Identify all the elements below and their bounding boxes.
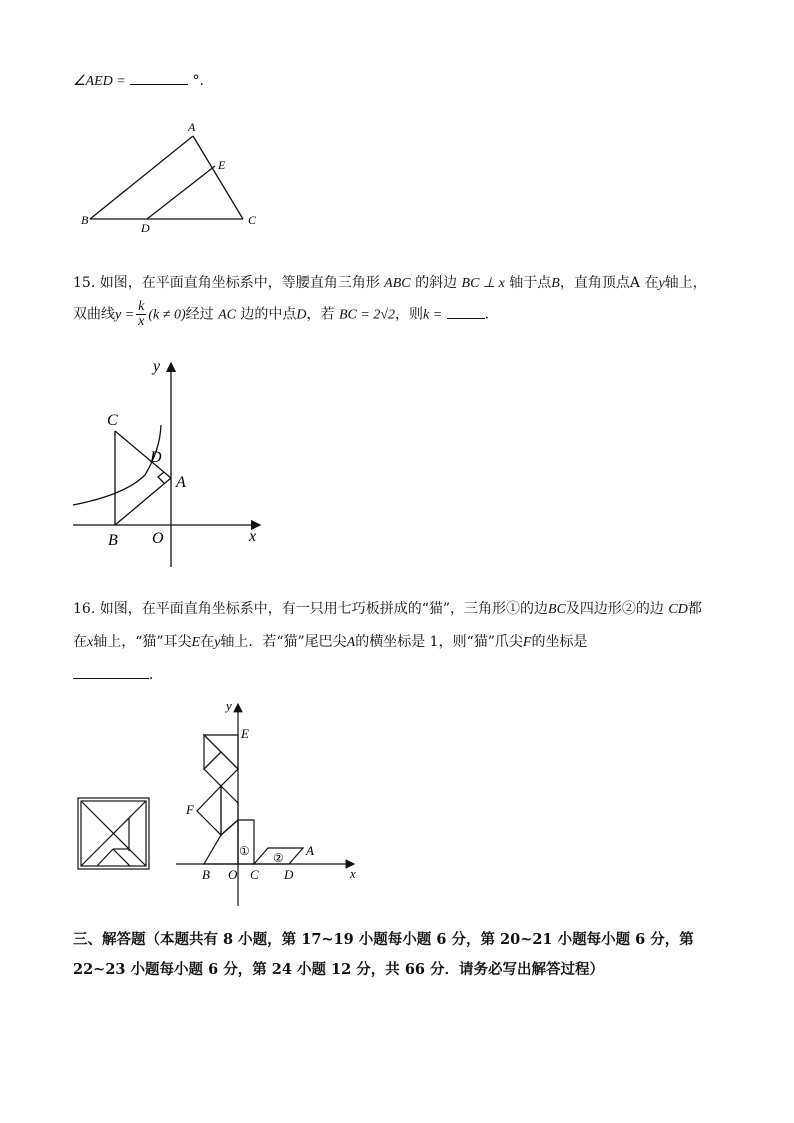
q16-text-1a: 16. 如图，在平面直角坐标系中，有一只用七巧板拼成的“猫”，三角形①的边 (73, 601, 549, 617)
q15-text-1d: ，直角顶点 (559, 275, 630, 291)
q15-k-eq: k = (423, 307, 443, 323)
q15-axis-y: y (658, 276, 665, 291)
q15-bc-perp: BC ⊥ x (461, 276, 505, 291)
section3-line2: 22~23 小题每小题 6 分，第 24 小题 12 分，共 66 分．请务必写出解答过程） (73, 961, 605, 978)
q16-bc: BC (548, 602, 566, 617)
q16-text-1c: 都 (687, 601, 702, 617)
q15-coordinate-figure (65, 355, 275, 570)
q14-label-A: A (188, 120, 196, 134)
q14-answer-line (73, 70, 214, 90)
q15-label-C: C (107, 412, 118, 429)
q15-line2 (73, 300, 499, 329)
q15-ac: AC (218, 307, 236, 323)
q16-blank (73, 678, 149, 679)
q16-x: x (87, 635, 94, 650)
q15-fraction (136, 300, 146, 329)
q14-angle: ∠AED = (73, 74, 126, 89)
q14-label-E: E (218, 158, 226, 172)
q15-label-O: O (152, 530, 164, 547)
q15-label-y: y (153, 358, 161, 375)
q14-label-C: C (248, 213, 257, 227)
q15-frac-num: k (138, 299, 145, 314)
q16-tangram-square (75, 795, 155, 870)
q14-triangle-figure (70, 115, 270, 240)
q15-text-2b: 经过 (185, 306, 214, 323)
q16-y: y (214, 635, 221, 650)
q16-label-D: D (284, 867, 294, 882)
q16-a: A (346, 635, 356, 650)
q16-text-2f: 的坐标是 (531, 634, 588, 650)
q14-suffix: °． (192, 73, 214, 89)
q16-label-A: A (306, 843, 314, 858)
q15-label-D: D (150, 449, 162, 466)
q16-text-2e: 的横坐标是 1，则“猫”爪尖 (355, 634, 523, 650)
q15-text-1e: 在 (644, 275, 659, 291)
q16-text-2b: 轴上，“猫”耳尖 (93, 634, 192, 650)
q16-label-O: O (228, 867, 238, 882)
q15-text-2e: ，则 (395, 306, 424, 323)
q16-label-two: ② (273, 851, 284, 865)
q16-text-1b: 及四边形②的边 (565, 601, 664, 617)
q16-text-2d: 轴上．若“猫”尾巴尖 (220, 634, 347, 650)
q16-e: E (191, 635, 201, 650)
q16-text-2c: 在 (200, 634, 215, 650)
q16-text-2a: 在 (73, 634, 87, 650)
q16-f: F (522, 635, 532, 650)
q15-text-1f: 轴上， (664, 275, 707, 291)
q15-text-1c: 轴于点 (509, 275, 552, 291)
q16-line3 (73, 664, 163, 684)
q15-end: ． (484, 306, 499, 323)
q15-text-1a: 15. 如图，在平面直角坐标系中，等腰直角三角形 (73, 275, 380, 291)
q15-y-eq: y = (115, 307, 135, 323)
q15-point-d: D (296, 307, 307, 323)
q15-bc-eq: BC = 2√2 (339, 307, 396, 323)
q14-label-B: B (81, 213, 89, 227)
q15-text-2d: ，若 (306, 306, 335, 323)
q15-blank (447, 318, 485, 319)
q15-line1 (73, 272, 707, 292)
q16-label-y: y (226, 698, 232, 713)
section3-line1: 三、解答题（本题共有 8 小题，第 17~19 小题每小题 6 分，第 20~21 小题每小题 6 分，第 (73, 931, 694, 948)
q16-label-C: C (250, 867, 259, 882)
q16-cd: CD (668, 602, 688, 617)
q15-text-1b: 的斜边 (415, 275, 458, 291)
q14-label-D: D (141, 221, 150, 235)
q16-label-E: E (241, 726, 249, 741)
q15-frac-den: x (138, 314, 145, 329)
q15-abc: ABC (384, 276, 411, 291)
q16-line2 (73, 631, 587, 651)
q15-label-x: x (249, 528, 257, 545)
q14-blank (130, 84, 188, 85)
q16-line1 (73, 598, 702, 618)
q16-cat-figure (172, 698, 364, 908)
q16-label-one: ① (239, 844, 250, 858)
q15-text-2c: 边的中点 (240, 306, 297, 323)
q16-end: ． (149, 667, 163, 683)
q15-label-A: A (176, 474, 186, 491)
q16-label-B: B (202, 867, 210, 882)
q15-point-b: B (551, 276, 560, 291)
q15-text-2a: 双曲线 (73, 306, 115, 323)
q15-label-B: B (108, 532, 118, 549)
q15-point-a: A (629, 275, 640, 291)
q16-label-F: F (186, 802, 194, 817)
q15-condition: (k ≠ 0) (148, 307, 186, 323)
q16-label-x: x (350, 866, 356, 881)
